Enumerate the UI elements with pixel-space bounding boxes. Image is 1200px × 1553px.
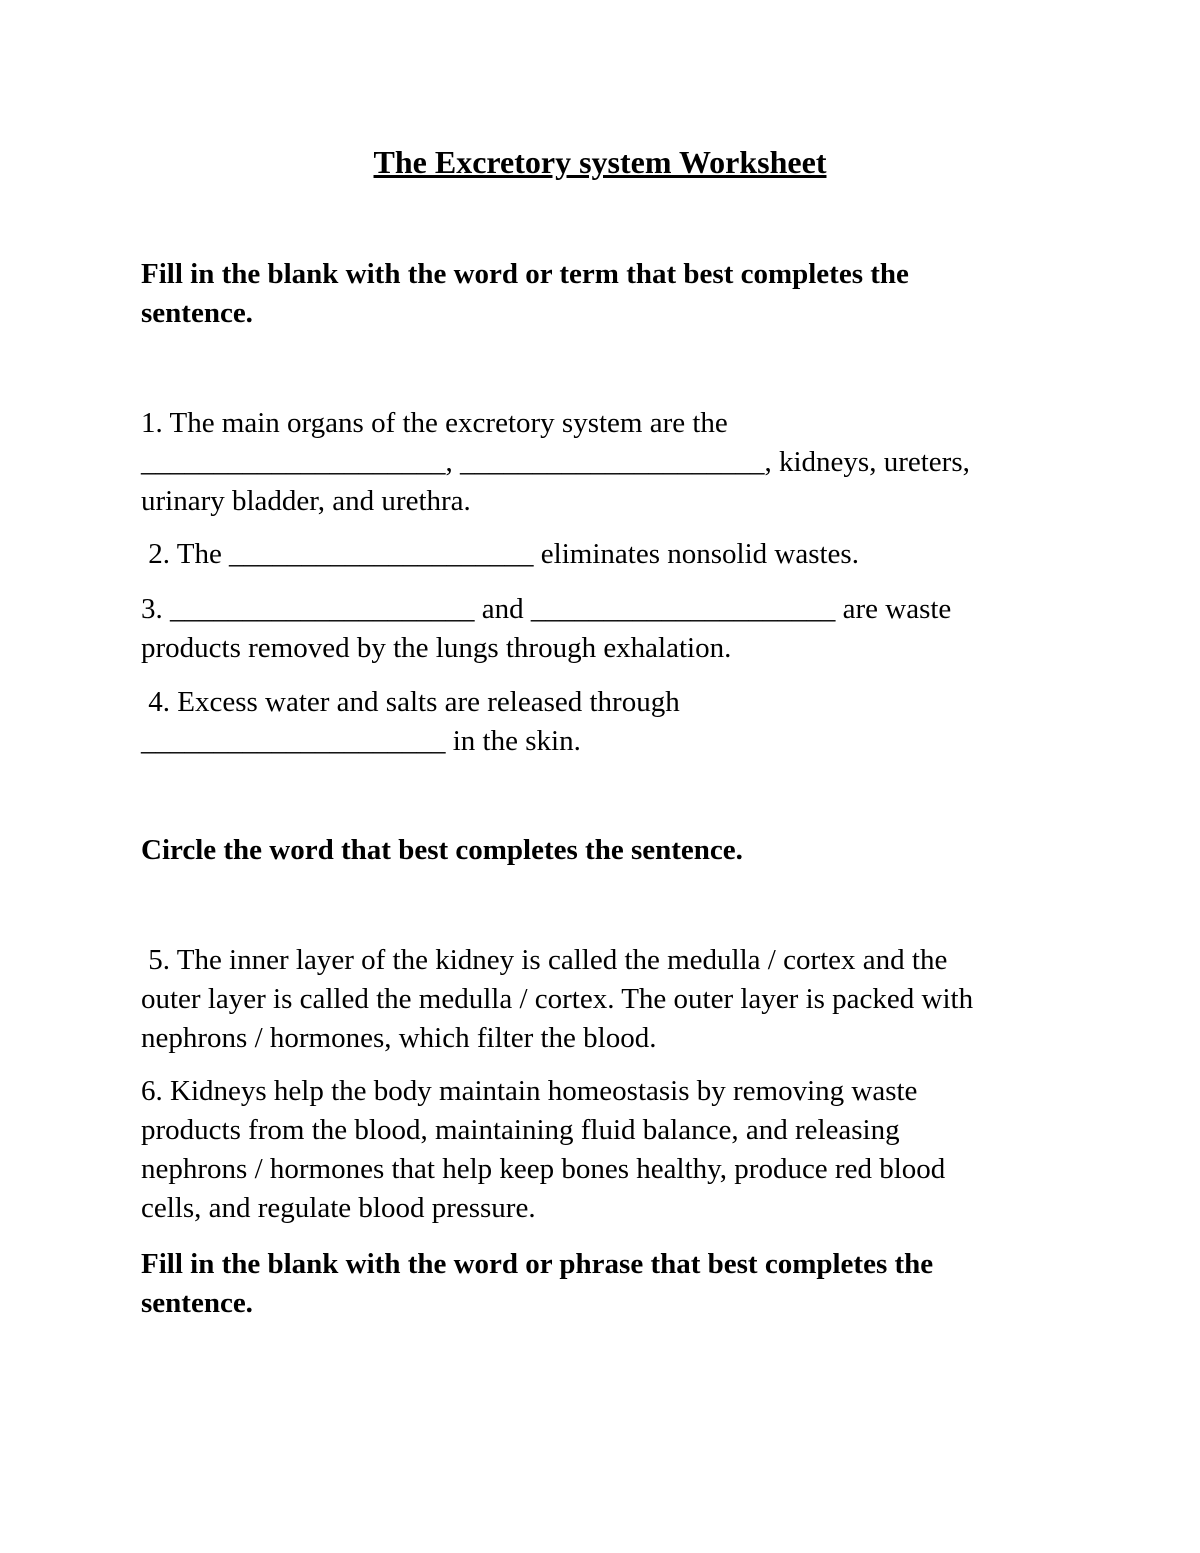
section1-instruction-line1: Fill in the blank with the word or term that best completes the (141, 258, 909, 290)
page-title: The Excretory system Worksheet (373, 144, 827, 180)
section1-instruction-line2: sentence. (141, 297, 253, 329)
question-6-line2: products from the blood, maintaining fluid balance, and releasing (141, 1114, 900, 1146)
section2-instruction (141, 831, 1061, 870)
question-5-line2: outer layer is called the medulla / cortex. The outer layer is packed with (141, 983, 974, 1015)
question-5 (141, 941, 1061, 1058)
section1-instruction (141, 255, 1061, 333)
question-3-line2: products removed by the lungs through exhalation. (141, 632, 732, 664)
question-1 (141, 404, 1061, 521)
section3-instruction-line2: sentence. (141, 1287, 253, 1319)
question-3-line1: 3. _____________________ and _____________________ are waste (141, 593, 952, 625)
question-4-line1: 4. Excess water and salts are released through (141, 686, 680, 718)
question-6-line4: cells, and regulate blood pressure. (141, 1192, 536, 1224)
question-1-line1: 1. The main organs of the excretory system are the (141, 407, 728, 439)
question-2 (141, 535, 1061, 574)
question-4 (141, 683, 1061, 761)
question-5-line1: 5. The inner layer of the kidney is called the medulla / cortex and the (141, 944, 948, 976)
section3-instruction (141, 1245, 1061, 1323)
question-6-line1: 6. Kidneys help the body maintain homeostasis by removing waste (141, 1075, 918, 1107)
question-3 (141, 590, 1061, 668)
question-5-line3: nephrons / hormones, which filter the blood. (141, 1022, 657, 1054)
question-6-line3: nephrons / hormones that help keep bones healthy, produce red blood (141, 1153, 946, 1185)
section2-instruction-line1: Circle the word that best completes the sentence. (141, 834, 743, 866)
section3-instruction-line1: Fill in the blank with the word or phrase that best completes the (141, 1248, 934, 1280)
question-1-line3: urinary bladder, and urethra. (141, 485, 471, 517)
question-4-line2: _____________________ in the skin. (141, 725, 581, 757)
question-6 (141, 1072, 1061, 1228)
question-2-line1: 2. The _____________________ eliminates nonsolid wastes. (141, 538, 859, 570)
question-1-line2: _____________________, _____________________, kidneys, ureters, (141, 446, 970, 478)
